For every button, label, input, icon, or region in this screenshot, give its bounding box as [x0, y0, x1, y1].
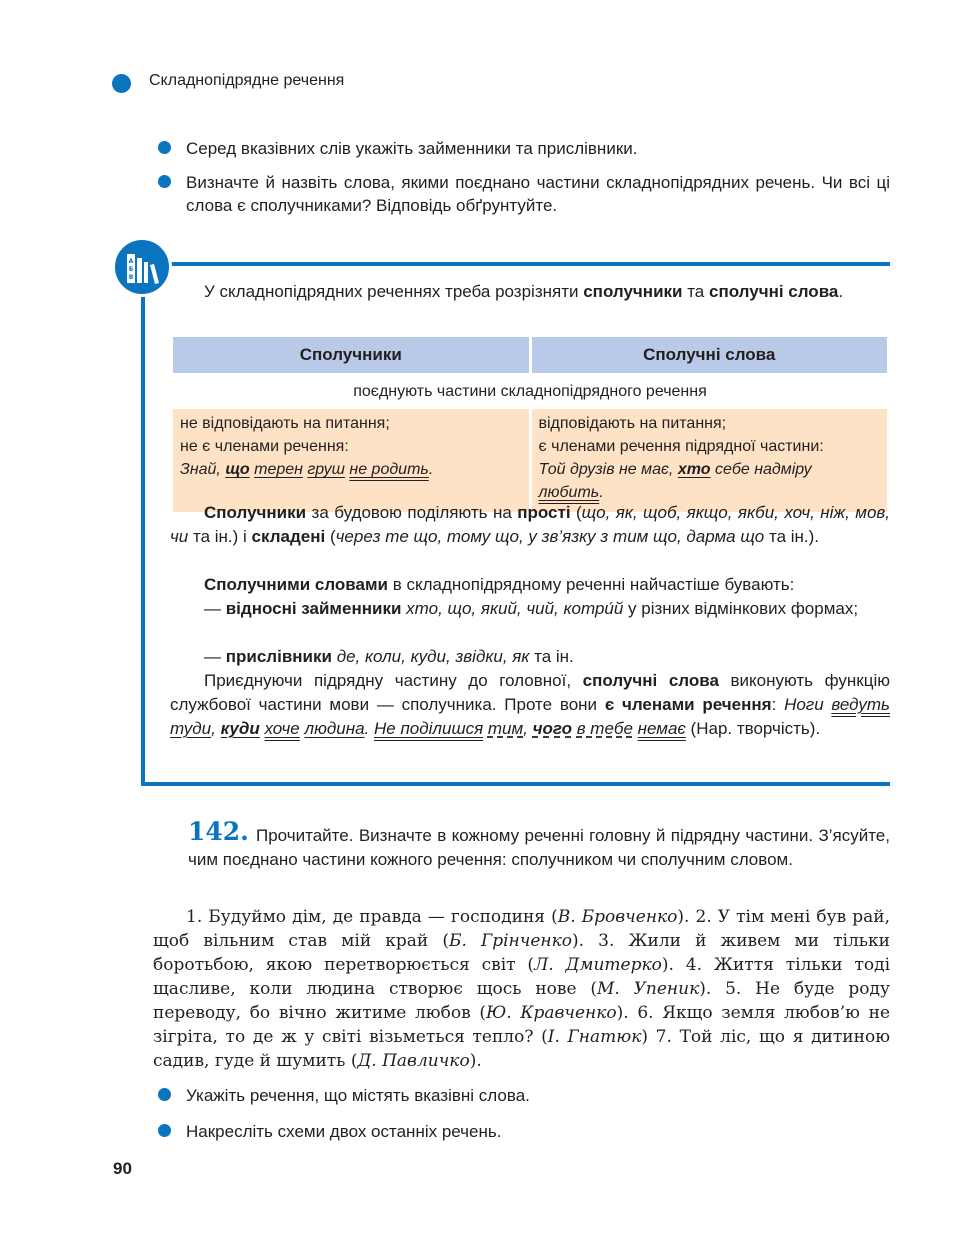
running-head: Складнопідрядне речення: [149, 72, 345, 89]
bullet-icon: [158, 1088, 171, 1101]
books-abv-icon: [112, 237, 172, 297]
rule-box-bottom-border: [141, 782, 890, 786]
rule-paragraph-5: Приєднуючи підрядну частину до головної, сполучні слова виконують функцію службової частини мови — сполучника. Проте вони є членами речення: Ноги ведуть туди, куди хоче людина. Не поділишся тим, чого в тебе немає (Нар. творчість).: [170, 671, 890, 738]
exercise-text: 1. Будуймо дім, де правда — господиня (В. Бровченко). 2. У тім мені був рай, щоб вільним став мій край (Б. Грінченко). 3. Жили й живем ми тільки боротьбою, якою перетворюється світ (Л. Дмитерко). 4. Життя тільки тоді щасливе, коли людина створює щось нове (М. Упеник). 5. Не буде роду переводу, бо вічно житиме любов (Ю. Кравченко). 6. Якщо земля любов’ю не зігріта, то де ж у світі візьметься тепло? (І. Гнатюк) 7. Той ліс, що я дитиною садив, гуде й шумить (Д. Павличко).: [153, 907, 891, 1071]
rule-intro: У складнопідрядних реченнях треба розрізняти сполучники та сполучні слова.: [204, 282, 844, 301]
table-header-conjunctive-words: Сполучні слова: [532, 337, 888, 373]
bullet-icon: [158, 175, 171, 188]
table-cell-conjunctions: не відповідають на питання; не є членами речення: Знай, що терен груш не родить.: [173, 409, 529, 512]
rule-paragraph-2: Сполучними словами в складнопідрядному реченні найчастіше бувають:: [204, 575, 795, 594]
question-2: Визначте й назвіть слова, якими поєднано частини складнопідрядних речень. Чи всі ці слова є сполучниками? Відповідь обґрунтуйте.: [186, 173, 890, 215]
rule-box-top-border: [160, 262, 890, 266]
exercise-number: 142.: [188, 817, 249, 846]
svg-text:А: А: [128, 258, 134, 265]
header-bullet-icon: [112, 74, 131, 93]
rule-paragraph-4: — прислівники де, коли, куди, звідки, як та ін.: [204, 647, 574, 666]
page-number: 90: [113, 1159, 132, 1178]
task-1: Укажіть речення, що містять вказівні слова.: [186, 1086, 530, 1105]
rule-paragraph-1: Сполучники за будовою поділяють на прості (що, як, щоб, якщо, якби, хоч, ніж, мов, чи та ін.) і складені (через те що, тому що, у зв’язку з тим що, дарма що та ін.).: [170, 503, 890, 546]
bullet-icon: [158, 141, 171, 154]
rule-box-left-border: [141, 292, 145, 786]
table-cell-conjunctive-words: відповідають на питання; є членами речення підрядної частини: Той друзів не має, хто себе надміру любить.: [532, 409, 888, 512]
rule-paragraph-3: — відносні займенники хто, що, який, чий, котри́й у різних відмінкових формах;: [204, 599, 859, 618]
table-common-row: поєднують частини складнопідрядного речення: [173, 373, 887, 409]
svg-text:Б: Б: [128, 266, 134, 273]
table-header-conjunctions: Сполучники: [173, 337, 529, 373]
bullet-icon: [158, 1124, 171, 1137]
task-2: Накресліть схеми двох останніх речень.: [186, 1122, 502, 1141]
exercise-instruction: Прочитайте. Визначте в кожному реченні головну й підрядну частини. З’ясуйте, чим поєднано частини кожного речення: сполучником чи сполучним словом.: [188, 826, 890, 869]
rule-table: [170, 337, 890, 512]
svg-text:В: В: [128, 274, 134, 281]
question-1: Серед вказівних слів укажіть займенники та прислівники.: [186, 139, 638, 158]
